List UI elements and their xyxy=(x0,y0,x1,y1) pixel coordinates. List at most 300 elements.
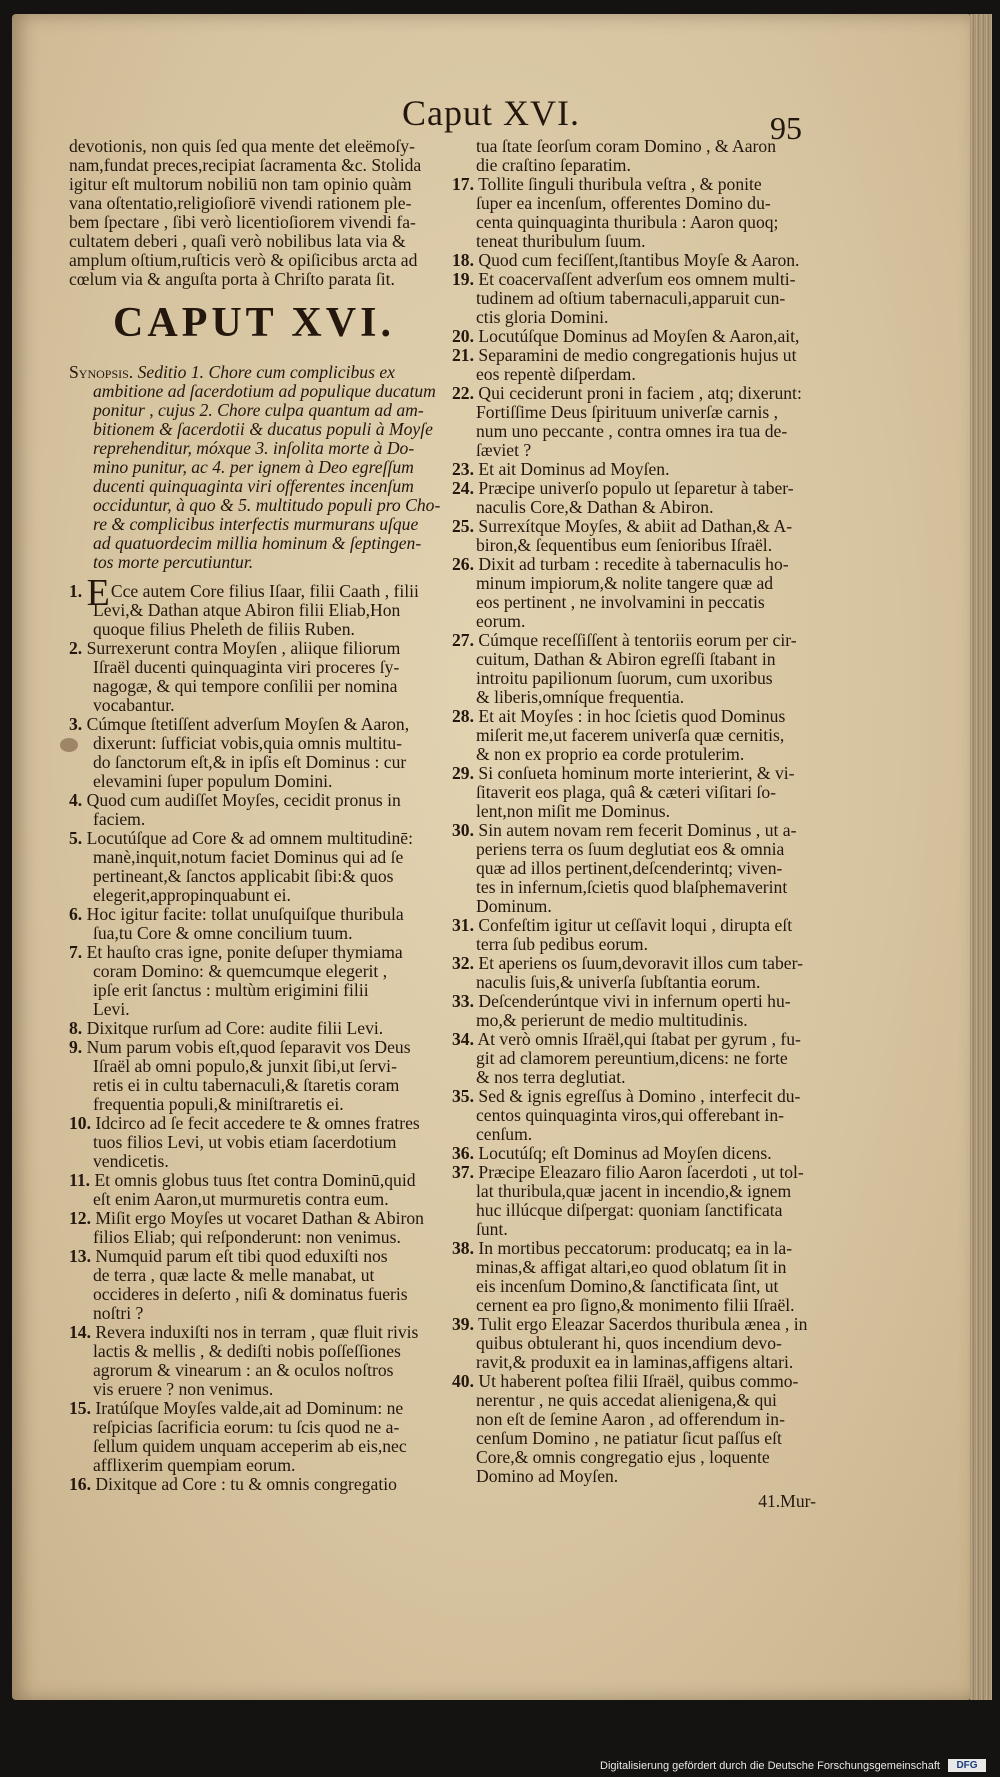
verse-text: Sed & ignis egreſſus à Domino , interfecit du- xyxy=(478,1086,801,1106)
verse-line xyxy=(452,1353,822,1372)
verse-text: periens terra os ſuum deglutiat eos & omnia xyxy=(476,839,785,859)
verse-line-first xyxy=(69,1114,439,1133)
synopsis-line xyxy=(69,477,439,496)
verse-text: vendicetis. xyxy=(93,1151,169,1171)
verse-number: 13. xyxy=(69,1246,91,1266)
verse-line xyxy=(69,1418,439,1437)
right-column xyxy=(452,137,822,1511)
verse-text: ſunt. xyxy=(476,1219,508,1239)
verse-text: ctis gloria Domini. xyxy=(476,307,609,327)
synopsis-line xyxy=(69,363,439,382)
verse-line xyxy=(69,1437,439,1456)
verse-line xyxy=(69,1152,439,1171)
verse-line xyxy=(452,1220,822,1239)
verse-text: & non ex proprio ea corde protulerim. xyxy=(476,744,745,764)
verse-line xyxy=(452,859,822,878)
verse-text: Qui ceciderunt proni in faciem , atq; dixerunt: xyxy=(478,383,802,403)
verse-line xyxy=(452,308,822,327)
verse-line xyxy=(452,498,822,517)
verse-line-first xyxy=(452,251,822,270)
verse-text: Iſraël ducenti quinquaginta viri proceres ſy- xyxy=(93,657,400,677)
verse-text: vocabantur. xyxy=(93,695,175,715)
verse-text: occideres in deſerto , niſi & dominatus fueris xyxy=(93,1284,408,1304)
verse-text: Sin autem novam rem fecerit Dominus , ut a- xyxy=(478,820,797,840)
verse-text: afflixerim quempiam eorum. xyxy=(93,1455,296,1475)
verse-number: 9. xyxy=(69,1037,83,1057)
verse-line xyxy=(69,1266,439,1285)
verse-line xyxy=(69,601,439,620)
verse-text: & liberis,omníque frequentia. xyxy=(476,687,685,707)
verse-text: pertineant,& ſanctos applicabit ſibi:& quos xyxy=(93,866,394,886)
verse-line xyxy=(69,677,439,696)
verse-number: 15. xyxy=(69,1398,91,1418)
verse-line xyxy=(452,1391,822,1410)
verse-text: git ad clamorem pereuntium,dicens: ne forte xyxy=(476,1048,788,1068)
left-column xyxy=(69,137,439,1494)
verse-line xyxy=(452,840,822,859)
verse-text: Præcipe Eleazaro filio Aaron ſacerdoti , ut tol- xyxy=(478,1162,804,1182)
verse-line xyxy=(69,810,439,829)
verse-text: miſerit me,ut facerem univerſa quæ cernitis, xyxy=(476,725,785,745)
verse-text: faciem. xyxy=(93,809,146,829)
verse-text: frequentia populi,& miniſtraretis ei. xyxy=(93,1094,344,1114)
verse-number: 35. xyxy=(452,1086,474,1106)
synopsis-line xyxy=(69,382,439,401)
verse-line xyxy=(69,1380,439,1399)
verse-line-first xyxy=(452,270,822,289)
verse-line xyxy=(452,536,822,555)
verse-text: Tulit ergo Eleazar Sacerdos thuribula ænea , in xyxy=(478,1314,808,1334)
verse-text: Cúmque ſtetiſſent adverſum Moyſen & Aaron, xyxy=(86,714,410,734)
verse-number: 8. xyxy=(69,1018,83,1038)
verse-text: Tollite ſinguli thuribula veſtra , & ponite xyxy=(478,174,762,194)
verse-line xyxy=(69,1000,439,1019)
verse-number: 25. xyxy=(452,516,474,536)
verse-line-first xyxy=(452,327,822,346)
verse-line xyxy=(452,897,822,916)
verse-number: 39. xyxy=(452,1314,474,1334)
verse-number: 20. xyxy=(452,326,474,346)
verse-text: Levi,& Dathan atque Abiron filii Eliab,Hon xyxy=(93,600,401,620)
verse-text: Surrexítque Moyſes, & abiit ad Dathan,& A- xyxy=(478,516,793,536)
synopsis-line xyxy=(69,553,439,572)
verse-text: Dominum. xyxy=(476,896,552,916)
verse-line-first xyxy=(452,1144,822,1163)
verse-text: Num parum vobis eſt,quod ſeparavit vos Deus xyxy=(86,1037,411,1057)
verse-text: Idcirco ad ſe fecit accedere te & omnes fratres xyxy=(95,1113,420,1133)
verse-line-first xyxy=(69,1171,439,1190)
dfg-logo: DFG xyxy=(948,1759,986,1772)
verse-text: naculis ſuis,& univerſa ſubſtantia eorum. xyxy=(476,972,761,992)
verse-text: quibus obtulerant hi, quos incendium devo- xyxy=(476,1333,782,1353)
verse-text: ſua,tu Core & omne concilium tuum. xyxy=(93,923,353,943)
synopsis-text: Seditio 1. Chore cum complicibus ex xyxy=(137,362,395,382)
verse-line-first xyxy=(452,1030,822,1049)
verse-line xyxy=(452,365,822,384)
text-line: cultatem deberi , quaſi verò nobilibus lata via & xyxy=(69,231,406,251)
verse-number: 2. xyxy=(69,638,83,658)
verse-text: terra ſub pedibus eorum. xyxy=(476,934,648,954)
verse-line-first xyxy=(69,943,439,962)
verse-line xyxy=(452,726,822,745)
verse-text: ſellum quidem unquam acceperim ab eis,nec xyxy=(93,1436,407,1456)
verse-number: 21. xyxy=(452,345,474,365)
verse-line-first xyxy=(452,1163,822,1182)
verse-text: Cúmque receſſiſſent à tentoriis eorum per cir- xyxy=(478,630,797,650)
verse-text: Dixitque ad Core : tu & omnis congregatio xyxy=(95,1474,397,1494)
verse-line-first xyxy=(69,1209,439,1228)
verse-text: Iratúſque Moyſes valde,ait ad Dominum: ne xyxy=(95,1398,404,1418)
digitization-credit: Digitalisierung gefördert durch die Deutsche Forschungsgemeinschaft xyxy=(600,1760,940,1772)
verse-number: 7. xyxy=(69,942,83,962)
verse-text: minum impiorum,& nolite tangere quæ ad xyxy=(476,573,774,593)
text-line: igitur eſt multorum nobiliū non tam opinio quàm xyxy=(69,174,412,194)
verse-line-first xyxy=(452,992,822,1011)
verse-text: lactis & mellis , & dediſti nobis poſſeſſiones xyxy=(93,1341,401,1361)
text-line: die craſtino ſeparatim. xyxy=(476,155,631,175)
verse-text: non eſt de ſemine Aaron , ad offerendum in- xyxy=(476,1409,785,1429)
verse-number: 38. xyxy=(452,1238,474,1258)
verse-line xyxy=(452,593,822,612)
verse-text: ſæviet ? xyxy=(476,440,532,460)
verse-text: minas,& affigat altari,eo quod oblatum ſit in xyxy=(476,1257,787,1277)
verse-line xyxy=(452,194,822,213)
verse-text: Locutúſque Dominus ad Moyſen & Aaron,ait, xyxy=(478,326,800,346)
verse-line xyxy=(452,688,822,707)
verse-text: & nos terra deglutiat. xyxy=(476,1067,626,1087)
verse-line-first xyxy=(452,1239,822,1258)
verse-line xyxy=(69,696,439,715)
running-head: Caput XVI. xyxy=(402,93,580,133)
verse-text: Et hauſto cras igne, ponite deſuper thymiama xyxy=(86,942,403,962)
verse-line xyxy=(452,289,822,308)
verse-line xyxy=(452,1334,822,1353)
verse-line xyxy=(69,1342,439,1361)
verse-line xyxy=(452,574,822,593)
verse-line xyxy=(69,1361,439,1380)
verse-number: 40. xyxy=(452,1371,474,1391)
verse-text: cuitum, Dathan & Abiron egreſſi ſtabant in xyxy=(476,649,776,669)
verse-line-first xyxy=(69,1475,439,1494)
synopsis-text: occiduntur, à quo & 5. multitudo populi pro Cho- xyxy=(93,495,441,515)
verse-text: huc illúcque diſpergat: quoniam ſanctificata xyxy=(476,1200,783,1220)
verse-line-first xyxy=(69,639,439,658)
verse-line xyxy=(452,973,822,992)
verse-line-first xyxy=(452,707,822,726)
verse-text: Si conſueta hominum morte interierint, & vi- xyxy=(478,763,795,783)
verse-line xyxy=(452,1296,822,1315)
verse-text: tuos filios Levi, ut vobis etiam ſacerdotium xyxy=(93,1132,397,1152)
verse-text: eos pertinent , ne involvamini in peccatis xyxy=(476,592,765,612)
verse-text: eis incenſum Domino,& ſanctificata ſint, ut xyxy=(476,1276,779,1296)
verse-line-first xyxy=(69,715,439,734)
synopsis-line xyxy=(69,420,439,439)
verse-text: biron,& ſequentibus eum ſenioribus Iſraël. xyxy=(476,535,773,555)
verse-text: At verò omnis Iſraël,qui ſtabat per gyrum , fu- xyxy=(477,1029,801,1049)
verse-text: Et omnis globus tuus ſtet contra Dominū,quid xyxy=(94,1170,416,1190)
verse-line xyxy=(69,734,439,753)
verse-number: 24. xyxy=(452,478,474,498)
verse-text: Quod cum feciſſent,ſtantibus Moyſe & Aaron. xyxy=(478,250,800,270)
verse-text: agrorum & vinearum : an & oculos noſtros xyxy=(93,1360,394,1380)
verse-line-first xyxy=(452,479,822,498)
verse-number: 30. xyxy=(452,820,474,840)
verse-line-first xyxy=(69,1019,439,1038)
verse-number: 22. xyxy=(452,383,474,403)
verse-text: eorum. xyxy=(476,611,526,631)
verse-text: tudinem ad oſtium tabernaculi,apparuit cun- xyxy=(476,288,786,308)
verse-line-first xyxy=(452,1372,822,1391)
synopsis-line xyxy=(69,439,439,458)
text-line: tua ſtate ſeorſum coram Domino , & Aaron xyxy=(476,136,776,156)
synopsis-line xyxy=(69,496,439,515)
synopsis-text: ducenti quinquaginta viri offerentes incenſum xyxy=(93,476,414,496)
verse-text: Numquid parum eſt tibi quod eduxiſti nos xyxy=(95,1246,388,1266)
verse-number: 37. xyxy=(452,1162,474,1182)
verse-text: mo,& perierunt de medio multitudinis. xyxy=(476,1010,748,1030)
verse-text: nagogæ, & qui tempore conſilii per nomina xyxy=(93,676,398,696)
verse-line xyxy=(452,1011,822,1030)
text-line: amplum oſtium,ruſticis verò & opiſicibus arcta ad xyxy=(69,250,418,270)
verse-text: Ut haberent poſtea filii Iſraël, quibus commo- xyxy=(478,1371,799,1391)
verse-line xyxy=(69,772,439,791)
verse-number: 12. xyxy=(69,1208,91,1228)
verse-line xyxy=(69,867,439,886)
verse-text: tes in infernum,ſcietis quod blaſphemaverint xyxy=(476,877,788,897)
verse-number: 27. xyxy=(452,630,474,650)
verse-line xyxy=(69,658,439,677)
verse-text: Domino ad Moyſen. xyxy=(476,1466,619,1486)
verse-text: filios Eliab; qui reſponderunt: non venimus. xyxy=(93,1227,401,1247)
verse-line-first xyxy=(69,905,439,924)
synopsis-text: tos morte percutiuntur. xyxy=(93,552,254,572)
verse-line-first xyxy=(69,1399,439,1418)
text-line: nam,fundat preces,recipiat ſacramenta &c. Stolida xyxy=(69,155,422,175)
synopsis-text: reprehenditur, móxque 3. inſolita morte à Do- xyxy=(93,438,415,458)
verse-number: 1. xyxy=(69,581,83,601)
verse-line xyxy=(452,1410,822,1429)
verse-line xyxy=(452,1429,822,1448)
verse-number: 10. xyxy=(69,1113,91,1133)
verse-number: 23. xyxy=(452,459,474,479)
synopsis-line xyxy=(69,401,439,420)
verse-line-first xyxy=(69,1038,439,1057)
verse-text: Separamini de medio congregationis hujus ut xyxy=(478,345,797,365)
verse-line-first xyxy=(452,384,822,403)
verse-line-first xyxy=(452,346,822,365)
verse-line-first xyxy=(69,1323,439,1342)
verse-line xyxy=(69,1285,439,1304)
verse-line-first xyxy=(452,954,822,973)
verse-text: Revera induxiſti nos in terram , quæ fluit rivis xyxy=(95,1322,419,1342)
verse-line xyxy=(452,1125,822,1144)
verse-line xyxy=(69,962,439,981)
verse-text: vis eruere ? non venimus. xyxy=(93,1379,274,1399)
verse-number: 31. xyxy=(452,915,474,935)
verse-text: noſtri ? xyxy=(93,1303,144,1323)
verse-text: Surrexerunt contra Moyſen , aliique filiorum xyxy=(86,638,401,658)
verse-number: 32. xyxy=(452,953,474,973)
verse-text: ſitaverit eos plaga, quâ & cæteri viſitari ſo- xyxy=(476,782,776,802)
verse-number: 18. xyxy=(452,250,474,270)
verse-number: 16. xyxy=(69,1474,91,1494)
verse-line xyxy=(452,403,822,422)
verse-line xyxy=(69,1190,439,1209)
verse-number: 26. xyxy=(452,554,474,574)
verse-number: 17. xyxy=(452,174,474,194)
verse-text: centos quinquaginta viros,qui offerebant in- xyxy=(476,1105,784,1125)
verse-line xyxy=(452,1201,822,1220)
synopsis-text: mino punitur, ac 4. per ignem à Deo egreſſum xyxy=(93,457,414,477)
verse-number: 14. xyxy=(69,1322,91,1342)
verse-text: ravit,& produxit ea in laminas,affigens altari. xyxy=(476,1352,794,1372)
verse-text: teneat thuribulum ſuum. xyxy=(476,231,646,251)
verse-text: naculis Core,& Dathan & Abiron. xyxy=(476,497,714,517)
verse-line xyxy=(452,213,822,232)
verse-text: cenſum. xyxy=(476,1124,533,1144)
verse-line xyxy=(452,650,822,669)
verse-line xyxy=(69,981,439,1000)
verse-line xyxy=(452,935,822,954)
verse-line xyxy=(69,924,439,943)
verse-line xyxy=(452,878,822,897)
verse-line xyxy=(69,1076,439,1095)
verse-number: 5. xyxy=(69,828,83,848)
verse-number: 19. xyxy=(452,269,474,289)
verse-line xyxy=(69,620,439,639)
verse-text: Levi. xyxy=(93,999,130,1019)
verse-number: 29. xyxy=(452,763,474,783)
synopsis-text: re & complicibus interfectis murmurans uſque xyxy=(93,514,419,534)
synopsis-text: ambitione ad ſacerdotium ad populique ducatum xyxy=(93,381,436,401)
verse-line xyxy=(452,422,822,441)
verse-line xyxy=(69,753,439,772)
verse-text: ipſe erit ſanctus : multùm erigimini filii xyxy=(93,980,369,1000)
verse-text: cenſum Domino , ne patiatur ſicut paſſus eſt xyxy=(476,1428,782,1448)
verse-line xyxy=(452,1467,822,1486)
verse-number: 11. xyxy=(69,1170,91,1190)
page-edge xyxy=(970,14,992,1700)
page-number: 95 xyxy=(770,110,802,146)
verse-number: 6. xyxy=(69,904,83,924)
catchword: 41.Mur- xyxy=(758,1491,816,1511)
verse-text: elegerit,appropinquabunt ei. xyxy=(93,885,291,905)
verse-line-first xyxy=(452,460,822,479)
verse-text: In mortibus peccatorum: producatq; ea in la- xyxy=(478,1238,793,1258)
verse-number: 36. xyxy=(452,1143,474,1163)
verse-number: 28. xyxy=(452,706,474,726)
verse-line xyxy=(452,802,822,821)
verse-line xyxy=(69,1304,439,1323)
verse-text: eos repentè diſperdam. xyxy=(476,364,636,384)
verse-line xyxy=(452,232,822,251)
verse-line xyxy=(452,745,822,764)
verse-line xyxy=(452,783,822,802)
verse-line xyxy=(69,886,439,905)
verse-text: cernent ea pro ſigno,& monimento filii Iſraël. xyxy=(476,1295,795,1315)
verse-text: Core,& omnis congregatio ejus , loquente xyxy=(476,1447,770,1467)
verse-line xyxy=(69,1228,439,1247)
verse-line-first xyxy=(452,631,822,650)
verse-text: coram Domino: & quemcumque elegerit , xyxy=(93,961,388,981)
verse-line-first xyxy=(452,821,822,840)
synopsis-text: bitionem & ſacerdotii & ducatus populi à Moyſe xyxy=(93,419,433,439)
verse-line-first xyxy=(452,555,822,574)
verse-line xyxy=(452,1049,822,1068)
verse-line-first xyxy=(69,829,439,848)
chapter-heading: CAPUT XVI. xyxy=(113,300,395,346)
verse-text: Cce autem Core filius Iſaar, filii Caath , filii xyxy=(110,581,419,601)
verse-text: lent,non miſit me Dominus. xyxy=(476,801,671,821)
verse-text: reſpicias ſacrificia eorum: tu ſcis quod ne a- xyxy=(93,1417,400,1437)
verse-line-first xyxy=(69,1247,439,1266)
verse-text: Locutúſq; eſt Dominus ad Moyſen dicens. xyxy=(478,1143,772,1163)
verse-text: Hoc igitur facite: tollat unuſquiſque thuribula xyxy=(86,904,404,924)
verse-number: 4. xyxy=(69,790,83,810)
verse-text: elevamini ſuper populum Domini. xyxy=(93,771,333,791)
verse-text: Et ait Moyſes : in hoc ſcietis quod Dominus xyxy=(478,706,786,726)
verse-text: Locutúſque ad Core & ad omnem multitudinē: xyxy=(86,828,414,848)
verse-text: num uno peccante , contra omnes ira tua de- xyxy=(476,421,788,441)
verse-text: Fortiſſime Deus ſpirituum univerſæ carnis , xyxy=(476,402,778,422)
verse-line-first xyxy=(452,175,822,194)
verse-line xyxy=(452,1182,822,1201)
verse-line xyxy=(69,1095,439,1114)
verse-text: Confeſtim igitur ut ceſſavit loqui , dirupta eſt xyxy=(478,915,793,935)
text-line: vana oſtentatio,religioſiorē vivendi rationem ple- xyxy=(69,193,412,213)
verse-text: quoque filius Pheleth de filiis Ruben. xyxy=(93,619,355,639)
verse-number: 34. xyxy=(452,1029,474,1049)
drop-capital: E xyxy=(86,572,110,614)
verse-line xyxy=(452,1448,822,1467)
verse-line xyxy=(452,1277,822,1296)
verse-text: Quod cum audiſſet Moyſes, cecidit pronus in xyxy=(86,790,401,810)
verse-text: dixerunt: ſufficiat vobis,quia omnis multitu- xyxy=(93,733,402,753)
verse-text: Et coacervaſſent adverſum eos omnem multi- xyxy=(478,269,796,289)
synopsis-text: ponitur , cujus 2. Chore culpa quantum ad am- xyxy=(93,400,424,420)
verse-text: nerentur , ne quis accedat alienigena,& qui xyxy=(476,1390,777,1410)
verse-text: do ſanctorum eſt,& in ipſis eſt Dominus : cur xyxy=(93,752,407,772)
verse-line xyxy=(452,612,822,631)
synopsis-label: Synopsis. xyxy=(69,362,134,382)
text-line: devotionis, non quis ſed qua mente det eleëmoſy- xyxy=(69,136,415,156)
verse-number: 3. xyxy=(69,714,83,734)
verse-line xyxy=(452,1106,822,1125)
verse-line xyxy=(452,1068,822,1087)
verse-line-first xyxy=(452,916,822,935)
verse-text: quæ ad illos pertinent,deſcenderintq; viven- xyxy=(476,858,783,878)
text-line: bem ſpectare , ſibi verò licentioſiorem vivendi fa- xyxy=(69,212,416,232)
verse-text: Præcipe univerſo populo ut ſeparetur à taber- xyxy=(478,478,794,498)
verse-line-first xyxy=(452,517,822,536)
synopsis-line xyxy=(69,534,439,553)
verse-line xyxy=(452,441,822,460)
verse-text: manè,inquit,notum faciet Dominus qui ad ſe xyxy=(93,847,404,867)
verse-text: de terra , quæ lacte & melle manabat, ut xyxy=(93,1265,375,1285)
verse-text: ſuper ea incenſum, offerentes Domino du- xyxy=(476,193,771,213)
verse-line-first xyxy=(452,1315,822,1334)
verse-line xyxy=(69,1133,439,1152)
verse-line xyxy=(69,848,439,867)
verse-text: retis ei in cultu tabernaculi,& ſtaretis coram xyxy=(93,1075,400,1095)
synopsis-text: ad quatuordecim millia hominum & ſeptingen- xyxy=(93,533,422,553)
verse-line xyxy=(452,669,822,688)
verse-text: Dixit ad turbam : recedite à tabernaculis ho- xyxy=(478,554,789,574)
verse-number: 33. xyxy=(452,991,474,1011)
synopsis-line xyxy=(69,458,439,477)
verse-text: lat thuribula,quæ jacent in incendio,& ignem xyxy=(476,1181,792,1201)
verse-text: Miſit ergo Moyſes ut vocaret Dathan & Abiron xyxy=(95,1208,424,1228)
